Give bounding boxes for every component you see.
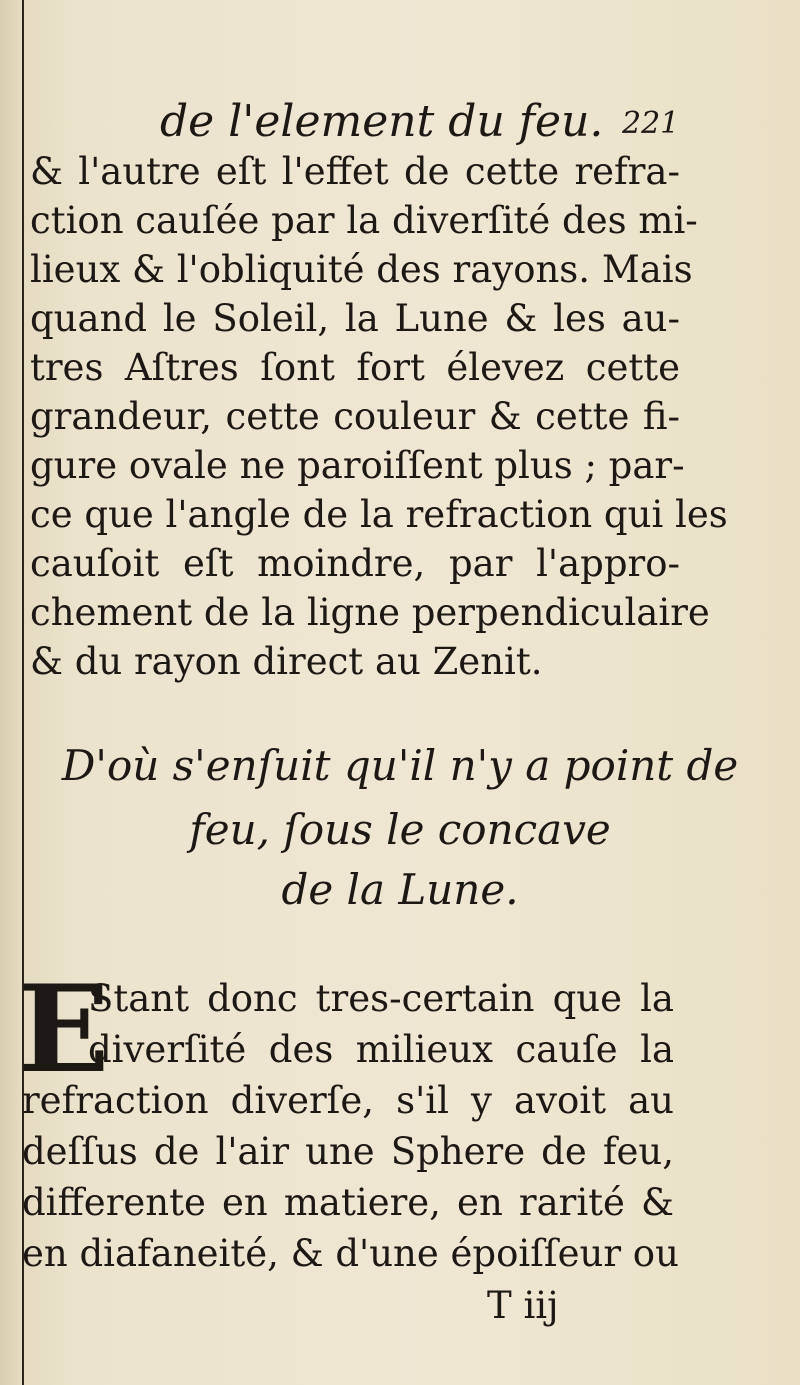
text-line: grandeur, cette couleur & cette fi- (30, 395, 680, 438)
text-line: en diafaneité, & d'une époiſſeur ou (22, 1232, 679, 1275)
text-line: refraction diverſe, s'il y avoit au (22, 1079, 674, 1122)
text-line: & du rayon direct au Zenit. (30, 640, 543, 683)
text-line: quand le Soleil, la Lune & les au- (30, 297, 680, 340)
page-number: 221 (622, 106, 680, 141)
text-line: differente en matiere, en rarité & (22, 1181, 674, 1224)
page-binding-edge (0, 0, 24, 1385)
heading-line: feu, ſous le concave (189, 805, 611, 854)
running-head (0, 90, 800, 150)
text-line: deſſus de l'air une Sphere de feu, (22, 1130, 674, 1173)
signature-mark: T iij (487, 1284, 559, 1327)
text-line: ce que l'angle de la refraction qui les (30, 493, 728, 536)
text-line: lieux & l'obliquité des rayons. Mais (30, 248, 693, 291)
running-head-title: de l'element du feu. (160, 96, 604, 147)
text-line: Stant donc tres-certain que la (88, 977, 674, 1020)
text-line: diverſité des milieux cauſe la (88, 1028, 674, 1071)
text-line: cauſoit eſt moindre, par l'appro- (30, 542, 680, 585)
text-line: tres Aſtres ſont fort élevez cette (30, 346, 680, 389)
text-line: gure ovale ne paroiſſent plus ; par- (30, 444, 685, 487)
heading-line: de la Lune. (281, 865, 519, 914)
heading-line: D'où s'enſuit qu'il n'y a point de (61, 741, 739, 790)
text-line: & l'autre eſt l'effet de cette refra- (30, 150, 680, 193)
text-line: ction cauſée par la diverſité des mi- (30, 199, 698, 242)
drop-cap: E (18, 959, 110, 1100)
text-line: chement de la ligne perpendiculaire (30, 591, 710, 634)
